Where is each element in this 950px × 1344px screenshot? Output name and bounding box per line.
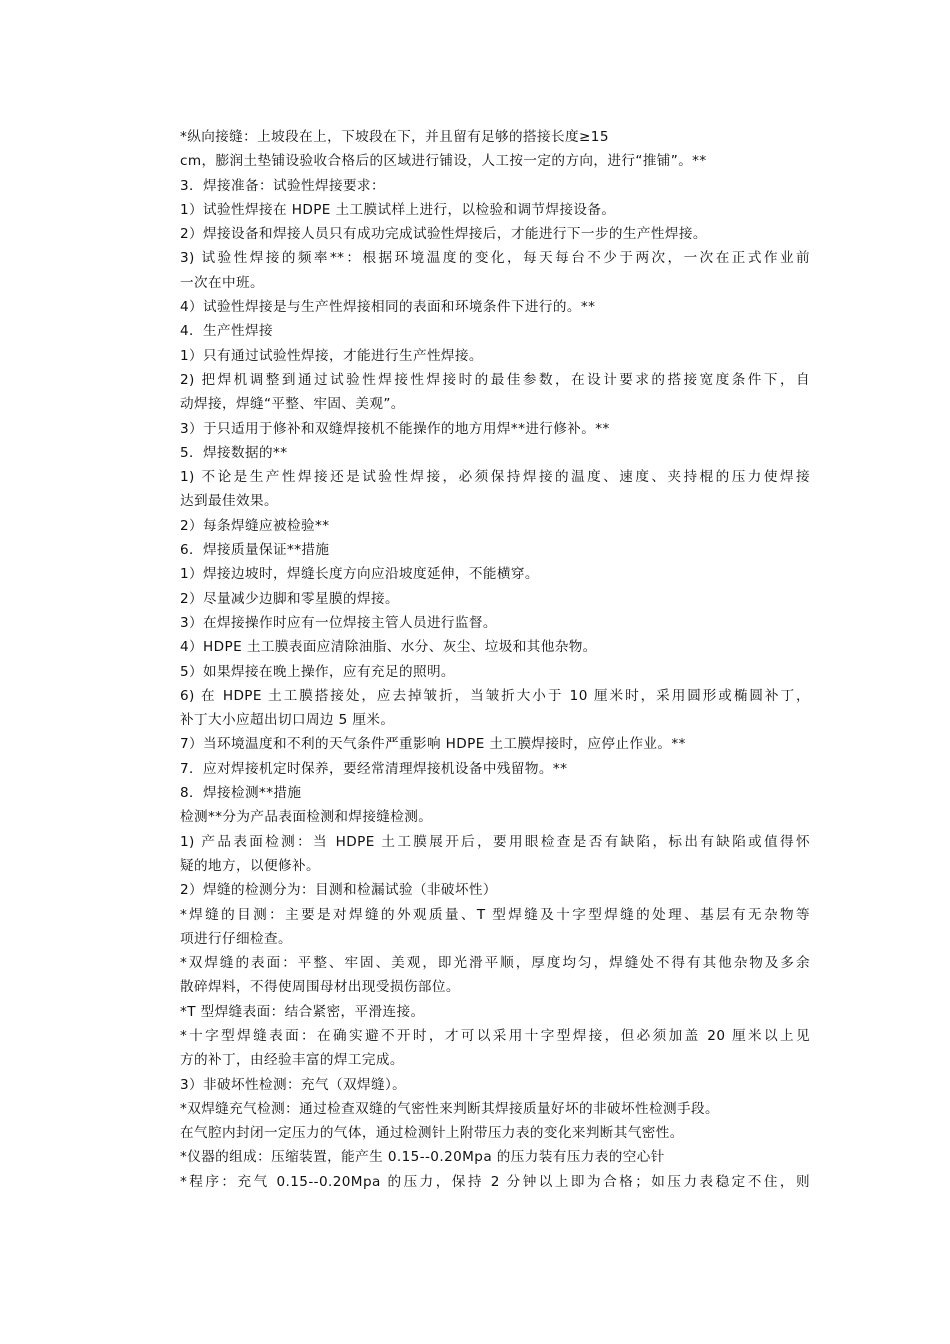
text-line: 检测**分为产品表面检测和焊接缝检测。 (180, 809, 433, 826)
text-line: *仪器的组成：压缩装置，能产生 0.15--0.20Mpa 的压力装有压力表的空心针 (180, 1149, 665, 1166)
text-line: 散碎焊料，不得使周围母材出现受损伤部位。 (180, 979, 460, 996)
text-line: 2）焊缝的检测分为：目测和检漏试验（非破坏性） (180, 882, 497, 899)
section-heading: 4．生产性焊接 (180, 323, 274, 340)
text-line: *T 型焊缝表面：结合紧密，平滑连接。 (180, 1003, 425, 1020)
text-line: 4）试验性焊接是与生产性焊接相同的表面和环境条件下进行的。** (180, 299, 596, 316)
text-line: 3) 试验性焊接的频率**：根据环境温度的变化，每天每台不少于两次，一次在正式作业前 (180, 250, 810, 267)
section-heading: 3．焊接准备：试验性焊接要求： (180, 177, 385, 194)
text-line: 疑的地方，以便修补。 (180, 857, 320, 874)
text-line: *双焊缝的表面：平整、牢固、美观，即光滑平顺，厚度均匀，焊缝处不得有其他杂物及多余 (180, 955, 810, 972)
text-line: 1）试验性焊接在 HDPE 土工膜试样上进行，以检验和调节焊接设备。 (180, 201, 616, 218)
text-line: 3）在焊接操作时应有一位焊接主管人员进行监督。 (180, 614, 497, 631)
text-line: *焊缝的目测：主要是对焊缝的外观质量、T 型焊缝及十字型焊缝的处理、基层有无杂物等 (180, 906, 810, 923)
text-line: 2）每条焊缝应被检验** (180, 517, 330, 534)
text-line: 2) 把焊机调整到通过试验性焊接性焊接时的最佳参数，在设计要求的搭接宽度条件下，自 (180, 371, 810, 388)
text-line: 2）焊接设备和焊接人员只有成功完成试验性焊接后，才能进行下一步的生产性焊接。 (180, 226, 707, 243)
section-heading: 5．焊接数据的** (180, 444, 288, 461)
text-line: *纵向接缝：上坡段在上，下坡段在下，并且留有足够的搭接长度≥15 (180, 129, 609, 145)
text-line: 1) 不论是生产性焊接还是试验性焊接，必须保持焊接的温度、速度、夹持棍的压力使焊接 (180, 469, 810, 486)
text-line: 2）尽量减少边脚和零星膜的焊接。 (180, 590, 399, 607)
text-line: *十字型焊缝表面：在确实避不开时，才可以采用十字型焊接，但必须加盖 20 厘米以上见 (180, 1027, 810, 1044)
text-line: *程序：充气 0.15--0.20Mpa 的压力，保持 2 分钟以上即为合格；如压力表稳定不住，则 (180, 1173, 810, 1190)
text-line: 项进行仔细检查。 (180, 930, 292, 947)
text-line: cm，膨润土垫铺设验收合格后的区域进行铺设，人工按一定的方向，进行“推铺”。** (180, 153, 707, 170)
section-heading: 8．焊接检测**措施 (180, 785, 302, 802)
text-line: 达到最佳效果。 (180, 493, 278, 510)
text-line: 动焊接，焊缝“平整、牢固、美观”。 (180, 396, 405, 413)
text-line: 方的补丁，由经验丰富的焊工完成。 (180, 1052, 404, 1069)
text-line: 一次在中班。 (180, 274, 264, 291)
text-line: 5）如果焊接在晚上操作，应有充足的照明。 (180, 663, 455, 680)
section-heading: 6．焊接质量保证**措施 (180, 542, 330, 559)
text-line: 7）当环境温度和不利的天气条件严重影响 HDPE 土工膜焊接时，应停止作业。** (180, 736, 686, 753)
text-line: 4）HDPE 土工膜表面应清除油脂、水分、灰尘、垃圾和其他杂物。 (180, 639, 597, 656)
text-line: 3）于只适用于修补和双缝焊接机不能操作的地方用焊**进行修补。** (180, 420, 610, 437)
text-line: 在气腔内封闭一定压力的气体，通过检测针上附带压力表的变化来判断其气密性。 (180, 1125, 684, 1142)
document-body (180, 125, 810, 1194)
text-line: 1）只有通过试验性焊接，才能进行生产性焊接。 (180, 347, 483, 364)
text-line: 3）非破坏性检测：充气（双焊缝）。 (180, 1076, 407, 1093)
text-line: 6) 在 HDPE 土工膜搭接处，应去掉皱折，当皱折大小于 10 厘米时，采用圆形或椭圆补丁， (180, 687, 810, 704)
text-line: 1）焊接边坡时，焊缝长度方向应沿坡度延伸，不能横穿。 (180, 566, 539, 583)
text-line: *双焊缝充气检测：通过检查双缝的气密性来判断其焊接质量好坏的非破坏性检测手段。 (180, 1100, 719, 1117)
section-heading: 7．应对焊接机定时保养，要经常清理焊接机设备中残留物。** (180, 760, 568, 777)
text-line: 1) 产品表面检测：当 HDPE 土工膜展开后，要用眼检查是否有缺陷，标出有缺陷或值得怀 (180, 833, 810, 850)
text-line: 补丁大小应超出切口周边 5 厘米。 (180, 712, 395, 729)
